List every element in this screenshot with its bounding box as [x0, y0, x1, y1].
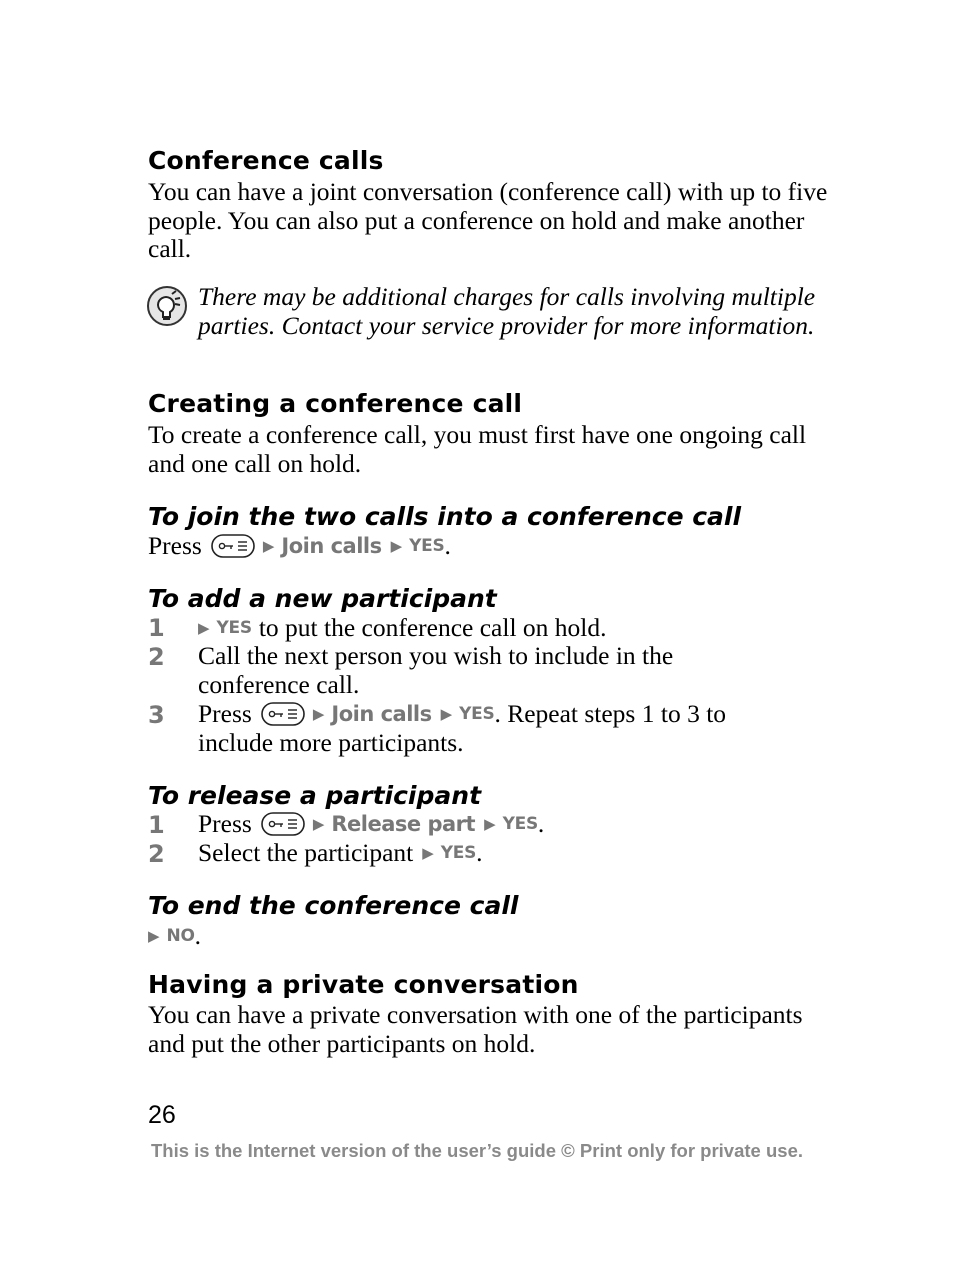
- right-arrow-icon: ▶: [484, 815, 496, 833]
- step-text: conference call.: [198, 669, 360, 699]
- options-key-icon: [211, 534, 255, 558]
- end-instruction: [148, 922, 201, 950]
- menu-join-calls: Join calls: [331, 702, 432, 726]
- step-number: 1: [148, 811, 165, 839]
- heading-add-participant: To add a new participant: [148, 584, 497, 613]
- tip-note: There may be additional charges for calls involving multiple parties. Contact your service provider for more information.: [198, 282, 816, 340]
- menu-release-part: Release part: [331, 812, 476, 836]
- join-instruction: [148, 532, 451, 560]
- softkey-yes: YES: [440, 843, 477, 863]
- heading-join-calls: To join the two calls into a conference call: [148, 502, 742, 531]
- right-arrow-icon: ▶: [262, 537, 275, 555]
- softkey-yes: YES: [216, 618, 252, 638]
- right-arrow-icon: ▶: [390, 537, 403, 555]
- heading-private-conversation: Having a private conversation: [148, 970, 579, 999]
- right-arrow-icon: ▶: [198, 619, 210, 637]
- release-step-2: [198, 839, 818, 868]
- step-number: 3: [148, 701, 165, 729]
- heading-creating-conference-call: Creating a conference call: [148, 389, 523, 418]
- footer-notice: This is the Internet version of the user’s guide © Print only for private use.: [150, 1140, 803, 1161]
- add-step-3: [198, 700, 818, 757]
- press-text: Press: [198, 699, 252, 728]
- softkey-yes: YES: [502, 814, 538, 834]
- period: .: [444, 531, 451, 560]
- step-number: 2: [148, 643, 165, 671]
- step-text: . Repeat steps 1 to 3 to: [494, 699, 727, 728]
- right-arrow-icon: ▶: [422, 844, 434, 862]
- creating-body: To create a conference call, you must first have one ongoing call and one call on hold.: [148, 420, 807, 478]
- options-key-icon: [261, 812, 305, 836]
- add-step-2: [198, 642, 818, 699]
- add-step-1: [198, 614, 818, 643]
- options-key-icon: [261, 702, 305, 726]
- page-number: 26: [148, 1101, 176, 1129]
- private-conversation-body: You can have a private conversation with one of the participants and put the other participants on hold.: [148, 1000, 803, 1058]
- heading-release-participant: To release a participant: [148, 781, 482, 810]
- lightbulb-tip-icon: [146, 285, 188, 327]
- right-arrow-icon: ▶: [312, 705, 325, 723]
- softkey-yes: YES: [409, 536, 445, 556]
- softkey-yes: YES: [459, 704, 495, 724]
- right-arrow-icon: ▶: [148, 927, 160, 945]
- press-text: Press: [148, 531, 202, 560]
- press-text: Press: [198, 809, 252, 838]
- heading-end-conference: To end the conference call: [148, 891, 519, 920]
- release-step-1: [198, 810, 818, 839]
- period: .: [194, 921, 202, 950]
- step-text: Call the next person you wish to include in the: [198, 641, 674, 670]
- step-text: include more participants.: [198, 727, 464, 757]
- step-number: 1: [148, 614, 165, 642]
- step-text: Select the participant: [198, 838, 414, 867]
- step-text: to put the conference call on hold.: [258, 613, 607, 642]
- step-number: 2: [148, 840, 165, 868]
- conference-calls-body: You can have a joint conversation (conference call) with up to five people. You can also put a conference on hold and make another call.: [148, 177, 828, 263]
- right-arrow-icon: ▶: [440, 705, 453, 723]
- heading-conference-calls: Conference calls: [148, 146, 384, 175]
- softkey-no: NO: [166, 926, 195, 946]
- right-arrow-icon: ▶: [312, 815, 325, 833]
- menu-join-calls: Join calls: [281, 534, 382, 558]
- period: .: [476, 838, 483, 867]
- period: .: [537, 809, 545, 838]
